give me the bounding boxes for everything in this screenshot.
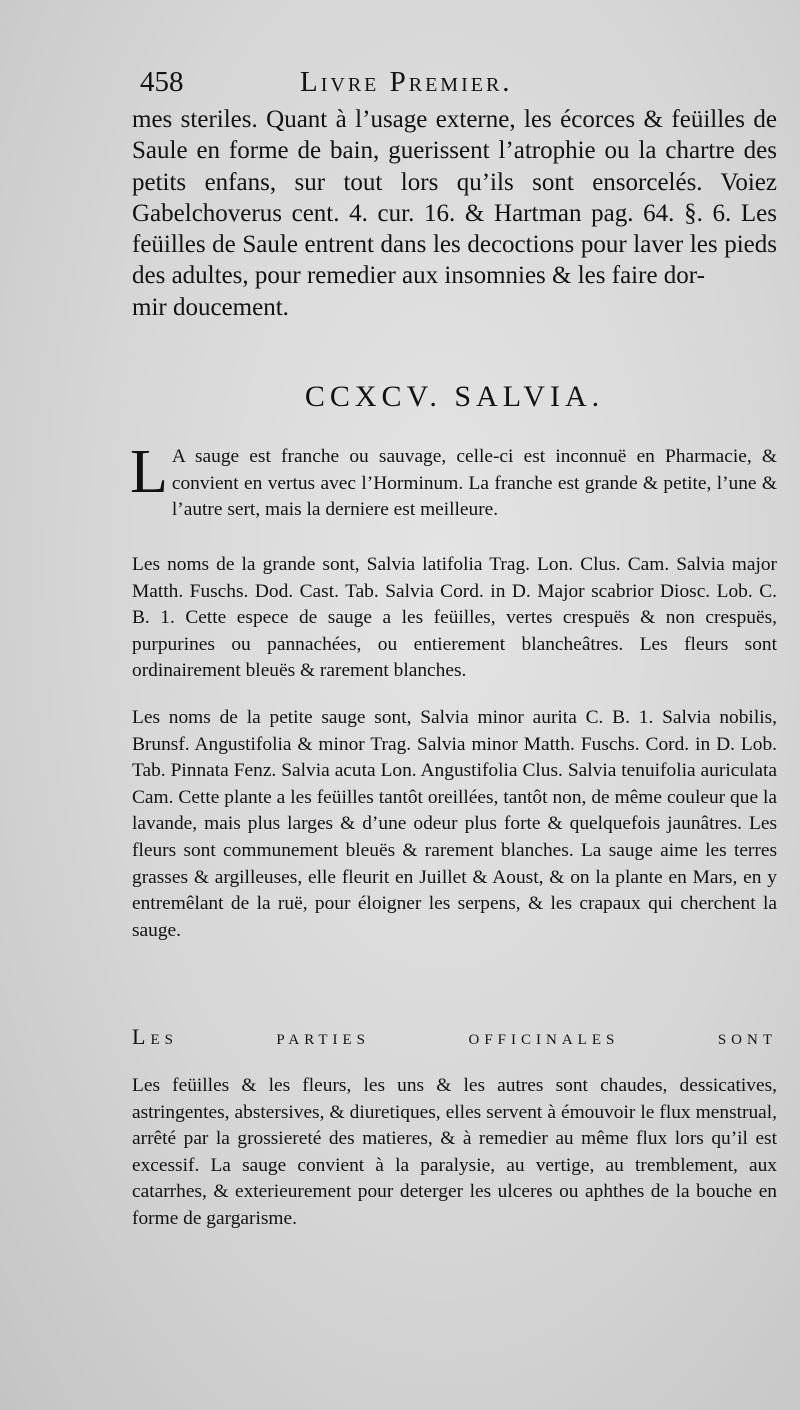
paragraph-text: A sauge est franche ou sauvage, celle-ci est inconnuë en Pharmacie, & convient en vertus avec l’Horminum. La franche est grande & petite, l’une & l’autre sert, mais la derniere est meilleure.	[171, 446, 777, 521]
page-number: 458	[140, 66, 184, 98]
drop-cap: L	[130, 438, 168, 506]
paragraph-willow-continued	[132, 104, 777, 323]
paragraph-last-line: mir doucement.	[132, 293, 289, 321]
paragraph-great-sage-names: Les noms de la grande sont, Salvia latifolia Trag. Lon. Clus. Cam. Salvia major Matth. Fuschs. Dod. Cast. Tab. Salvia Cord. in D. Major scabrior Diosc. Lob. C. B. 1. Cette espece de sauge a les feüilles, vertes crespuës & non crespuës, purpurines ou pannachées, ou entierement blancheâtres. Les fleurs sont ordinairement bleuës & rarement blanches.	[132, 554, 777, 682]
paragraph-intro	[130, 438, 777, 524]
paragraph-small-sage-names: Les noms de la petite sauge sont, Salvia minor aurita C. B. 1. Salvia nobilis, Brunsf. Angustifolia & minor Trag. Salvia minor Matth. Fuschs. Cord. in D. Lob. Tab. Pinnata Fenz. Salvia acuta Lon. Angustifolia Clus. Salvia tenuifolia auriculata Cam. Cette plante a les feüilles tantôt oreillées, tantôt non, de même couleur que la lavande, mais plus larges & d’une odeur plus forte & quelquefois jaunâtres. Les fleurs sont communement bleuës & rarement blanches. La sauge aime les terres grasses & argilleuses, elle fleurit en Juillet & Aoust, & on la plante en Mars, en y entremêlant de la ruë, pour éloigner les serpens, & les crapaux qui cherchent la sauge.	[132, 707, 777, 941]
paragraph-properties: Les feüilles & les fleurs, les uns & les autres sont chaudes, dessicatives, astringentes, abstersives, & diuretiques, elles servent à émouvoir le flux menstrual, arrêté par la grossiereté des matieres, & à remedier au même flux lors qu’il est excessif. La sauge convient à la paralysie, au vertige, au tremblement, aux catarrhes, & exterieurement pour deterger les ulceres ou aphthes de la bouche en forme de gargarisme.	[132, 1075, 777, 1229]
section-title-salvia: CCXCV. SALVIA.	[304, 380, 605, 413]
section-title-officinal-parts: Les parties officinales sont	[132, 1024, 777, 1049]
running-title: Livre Premier.	[300, 66, 513, 98]
paragraph-text: mes steriles. Quant à l’usage externe, les écorces & feüilles de Saule en forme de bain, guerissent l’atrophie ou la chartre des petits enfans, sur tout lors qu’ils sont ensorcelés. Voiez Gabelchoverus cent. 4. cur. 16. & Hartman pag. 64. §. 6. Les feüilles de Saule entrent dans les decoctions pour laver les pieds des adultes, pour remedier aux insomnies & les faire dor-	[132, 106, 777, 290]
page-header	[140, 62, 780, 106]
